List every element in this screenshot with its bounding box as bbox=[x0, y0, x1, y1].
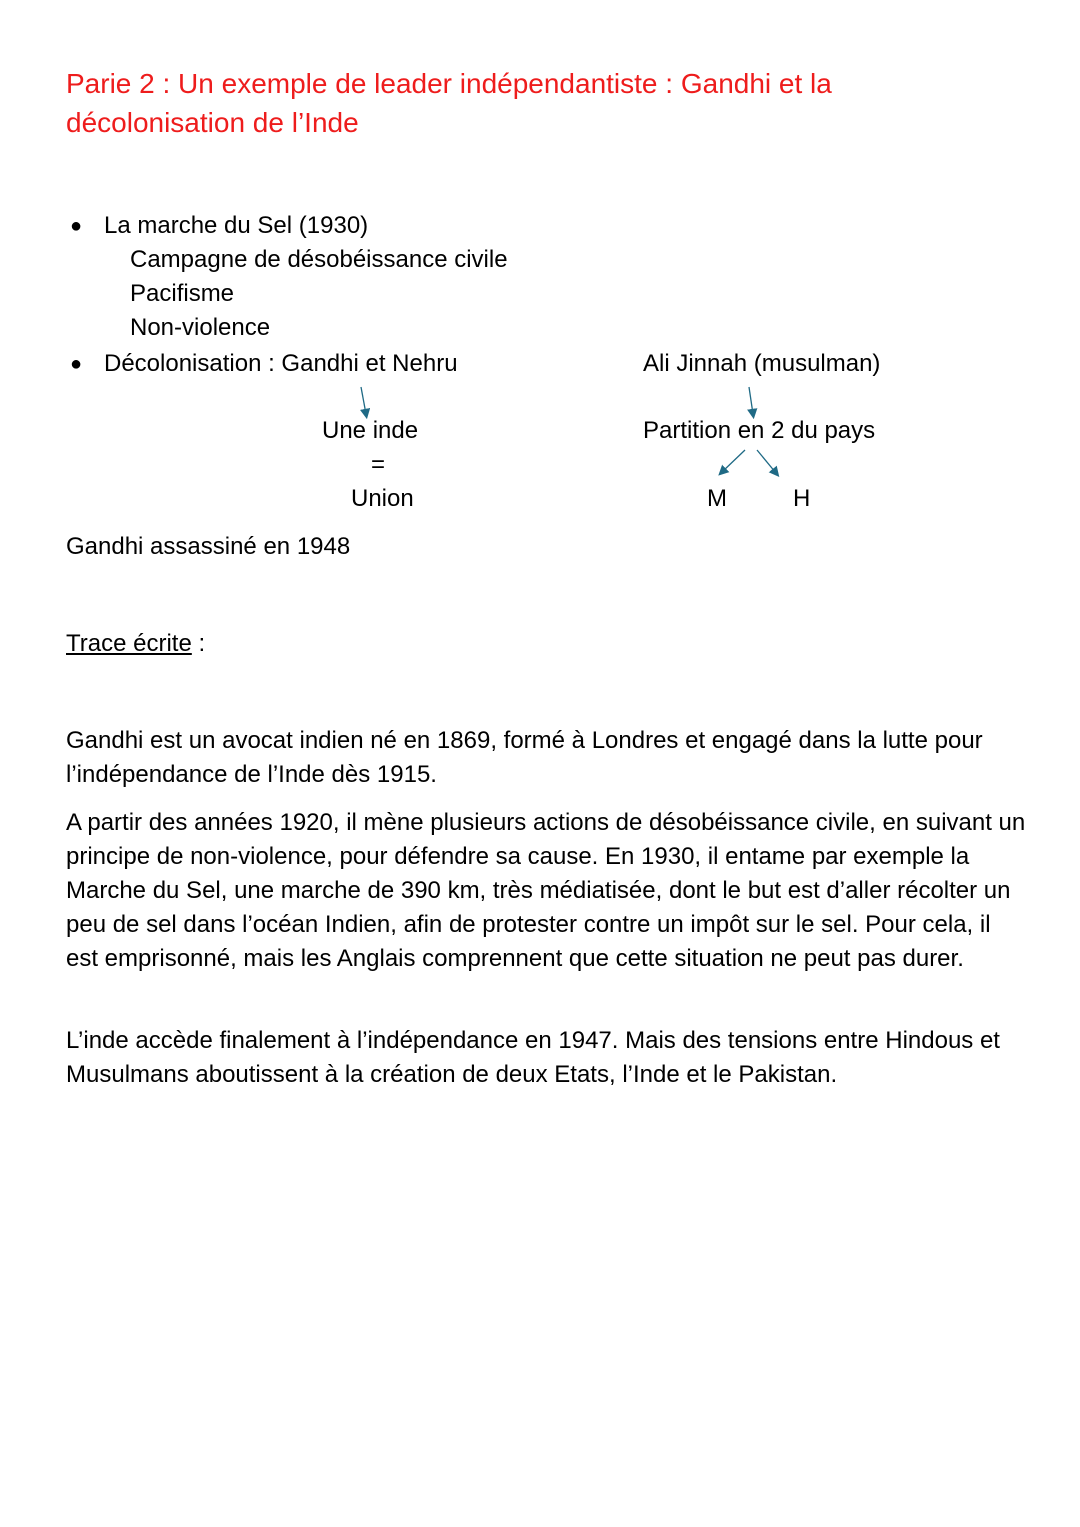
arrow-icon bbox=[722, 450, 745, 472]
trace-paragraph-2: A partir des années 1920, il mène plusieurs actions de désobéissance civile, en suivant un principe de non-violence, pour défendre sa cause. En 1930, il entame par exemple la Marche du Sel, une marche de 390 km, très médiatisée, dont le but est d’aller récolter un peu de sel dans l’océan Indien, afin de protester contre un impôt sur le sel. Pour cela, il est emprisonné, mais les Anglais comprennent que cette situation ne peut pas durer. bbox=[66, 809, 1026, 972]
arrow-icon bbox=[361, 387, 366, 414]
trace-heading-colon: : bbox=[191, 630, 206, 657]
note-union: Union bbox=[351, 485, 414, 512]
note-bullet-decolonisation: Décolonisation : Gandhi et Nehru bbox=[104, 350, 458, 377]
bullet-icon: ● bbox=[70, 215, 83, 237]
note-m: M bbox=[707, 485, 727, 512]
note-jinnah: Ali Jinnah (musulman) bbox=[643, 350, 881, 377]
trace-paragraph-1: Gandhi est un avocat indien né en 1869, formé à Londres et engagé dans la lutte pour l’indépendance de l’Inde dès 1915. bbox=[66, 727, 983, 788]
page-title: Parie 2 : Un exemple de leader indépendantiste : Gandhi et la décolonisation de l’Inde bbox=[66, 68, 832, 138]
arrow-icon bbox=[757, 450, 776, 473]
note-une-inde: Une inde bbox=[322, 417, 419, 444]
note-sub-item: Campagne de désobéissance civile bbox=[130, 246, 508, 273]
note-h: H bbox=[793, 485, 811, 512]
note-partition: Partition en 2 du pays bbox=[643, 417, 876, 444]
note-sub-item: Non-violence bbox=[130, 314, 271, 341]
note-equals: = bbox=[371, 451, 386, 478]
arrow-icon bbox=[749, 387, 753, 414]
trace-heading: Trace écrite bbox=[66, 630, 192, 657]
note-assassination: Gandhi assassiné en 1948 bbox=[66, 533, 351, 560]
arrows-diagram bbox=[0, 0, 1080, 600]
bullet-icon: ● bbox=[70, 353, 83, 375]
note-sub-item: Pacifisme bbox=[130, 280, 235, 307]
note-bullet-salt-march: La marche du Sel (1930) bbox=[104, 212, 369, 239]
trace-paragraph-3: L’inde accède finalement à l’indépendance en 1947. Mais des tensions entre Hindous et Musulmans aboutissent à la création de deux Etats, l’Inde et le Pakistan. bbox=[66, 1027, 1000, 1088]
